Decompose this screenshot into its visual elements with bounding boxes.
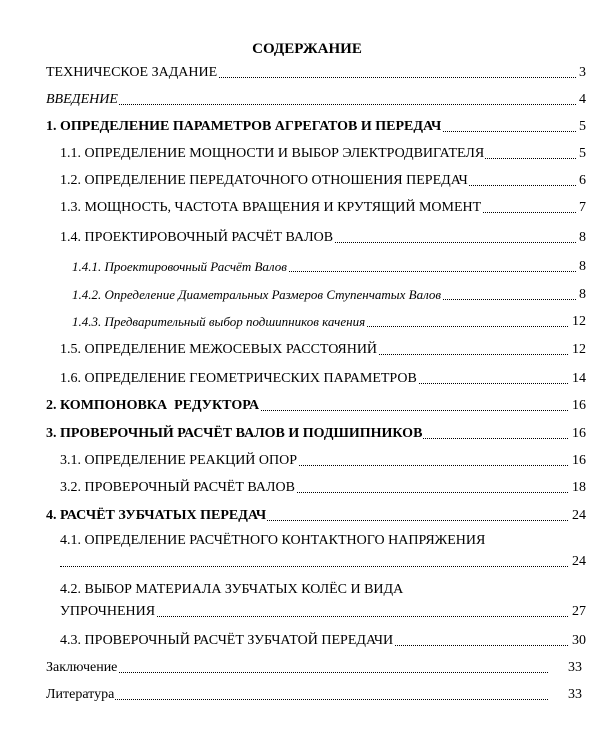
dot-leader [46,104,576,105]
toc-title: СОДЕРЖАНИЕ [252,41,362,57]
toc-entry[interactable] [0,227,614,247]
toc-entry[interactable] [0,170,614,190]
dot-leader [46,672,548,673]
toc-entry[interactable] [0,601,614,621]
toc-entry-page: 16 [572,453,586,468]
toc-entry-label: Литература [46,687,115,702]
toc-entry[interactable] [0,630,614,650]
toc-entry-label: УПРОЧНЕНИЯ [60,604,156,619]
toc-entry-label: ТЕХНИЧЕСКОЕ ЗАДАНИЕ [46,65,218,80]
toc-entry-label[interactable]: 4.1. ОПРЕДЕЛЕНИЕ РАСЧЁТНОГО КОНТАКТНОГО НАПРЯЖЕНИЯ [60,533,486,548]
toc-entry-label: 1.4.1. Проектировочный Расчёт Валов [72,259,287,274]
toc-entry[interactable] [0,89,614,109]
toc-entry-label: 1.4.2. Определение Диаметральных Размеров Ступенчатых Валов [72,287,442,302]
toc-entry-page: 14 [572,371,586,386]
toc-entry-page: 3 [579,65,586,80]
toc-entry-page: 8 [579,287,586,302]
toc-entry[interactable] [0,256,614,276]
toc-entry-label: 1.5. ОПРЕДЕЛЕНИЕ МЕЖОСЕВЫХ РАССТОЯНИЙ [60,342,378,357]
toc-entry-page: 12 [572,314,586,329]
toc-entry-label[interactable]: 4.2. ВЫБОР МАТЕРИАЛА ЗУБЧАТЫХ КОЛЁС И ВИДА [60,582,404,597]
toc-entry-label: 4.3. ПРОВЕРОЧНЫЙ РАСЧЁТ ЗУБЧАТОЙ ПЕРЕДАЧИ [60,633,394,648]
toc-entry[interactable] [0,684,614,704]
toc-entry-page: 12 [572,342,586,357]
toc-entry-label: 1.4.3. Предварительный выбор подшипников качения [72,314,366,329]
toc-entry[interactable] [0,505,614,525]
toc-entry-page: 6 [579,173,586,188]
toc-entry-page: 5 [579,119,586,134]
toc-entry-label: 3.2. ПРОВЕРОЧНЫЙ РАСЧЁТ ВАЛОВ [60,480,295,495]
toc-entry-page: 24 [572,508,586,523]
toc-entry-page: 30 [572,633,586,648]
toc-entry-page: 33 [568,660,582,675]
toc-entry-label: Заключение [46,660,118,675]
toc-entry-label: 3. ПРОВЕРОЧНЫЙ РАСЧЁТ ВАЛОВ И ПОДШИПНИКОВ [46,426,423,441]
toc-entry-page: 5 [579,146,586,161]
toc-entry[interactable] [0,311,614,331]
toc-entry-page: 4 [579,92,586,107]
toc-entry[interactable] [0,197,614,217]
toc-entry[interactable] [0,368,614,388]
toc-entry[interactable] [0,477,614,497]
toc-entry-label: 4. РАСЧЁТ ЗУБЧАТЫХ ПЕРЕДАЧ [46,508,267,523]
toc-entry-label: 1.1. ОПРЕДЕЛЕНИЕ МОЩНОСТИ И ВЫБОР ЭЛЕКТРОДВИГАТЕЛЯ [60,146,485,161]
toc-entry[interactable] [0,339,614,359]
toc-entry-page: 7 [579,200,586,215]
toc-entry-page: 33 [568,687,582,702]
toc-entry[interactable] [0,284,614,304]
toc-entry[interactable] [0,657,614,677]
toc-entry[interactable] [0,62,614,82]
toc-entry-page: 8 [579,230,586,245]
toc-entry-page: 24 [572,554,586,569]
toc-entry-label: 3.1. ОПРЕДЕЛЕНИЕ РЕАКЦИЙ ОПОР [60,453,298,468]
toc-entry[interactable] [0,450,614,470]
toc-entry[interactable] [0,143,614,163]
toc-entry-label: ВВЕДЕНИЕ [46,92,118,107]
toc-entry-label: 1.3. МОЩНОСТЬ, ЧАСТОТА ВРАЩЕНИЯ И КРУТЯЩИЙ МОМЕНТ [60,200,482,215]
toc-entry-label: 1. ОПРЕДЕЛЕНИЕ ПАРАМЕТРОВ АГРЕГАТОВ И ПЕРЕДАЧ [46,119,442,134]
dot-leader [46,699,548,700]
toc-entry-label: 2. КОМПОНОВКА РЕДУКТОРА [46,398,260,413]
toc-entry[interactable] [0,116,614,136]
toc-entry-page: 27 [572,604,586,619]
toc-entry-page: 16 [572,398,586,413]
toc-entry-label: 1.4. ПРОЕКТИРОВОЧНЫЙ РАСЧЁТ ВАЛОВ [60,230,334,245]
toc-entry[interactable] [0,423,614,443]
toc-entry-label: 1.6. ОПРЕДЕЛЕНИЕ ГЕОМЕТРИЧЕСКИХ ПАРАМЕТРОВ [60,371,417,386]
toc-entry-page: 8 [579,259,586,274]
toc-entry[interactable] [0,551,614,571]
dot-leader [60,566,568,567]
toc-entry-label: 1.2. ОПРЕДЕЛЕНИЕ ПЕРЕДАТОЧНОГО ОТНОШЕНИЯ ПЕРЕДАЧ [60,173,468,188]
toc-entry-page: 18 [572,480,586,495]
toc-entry[interactable] [0,395,614,415]
toc-entry-page: 16 [572,426,586,441]
